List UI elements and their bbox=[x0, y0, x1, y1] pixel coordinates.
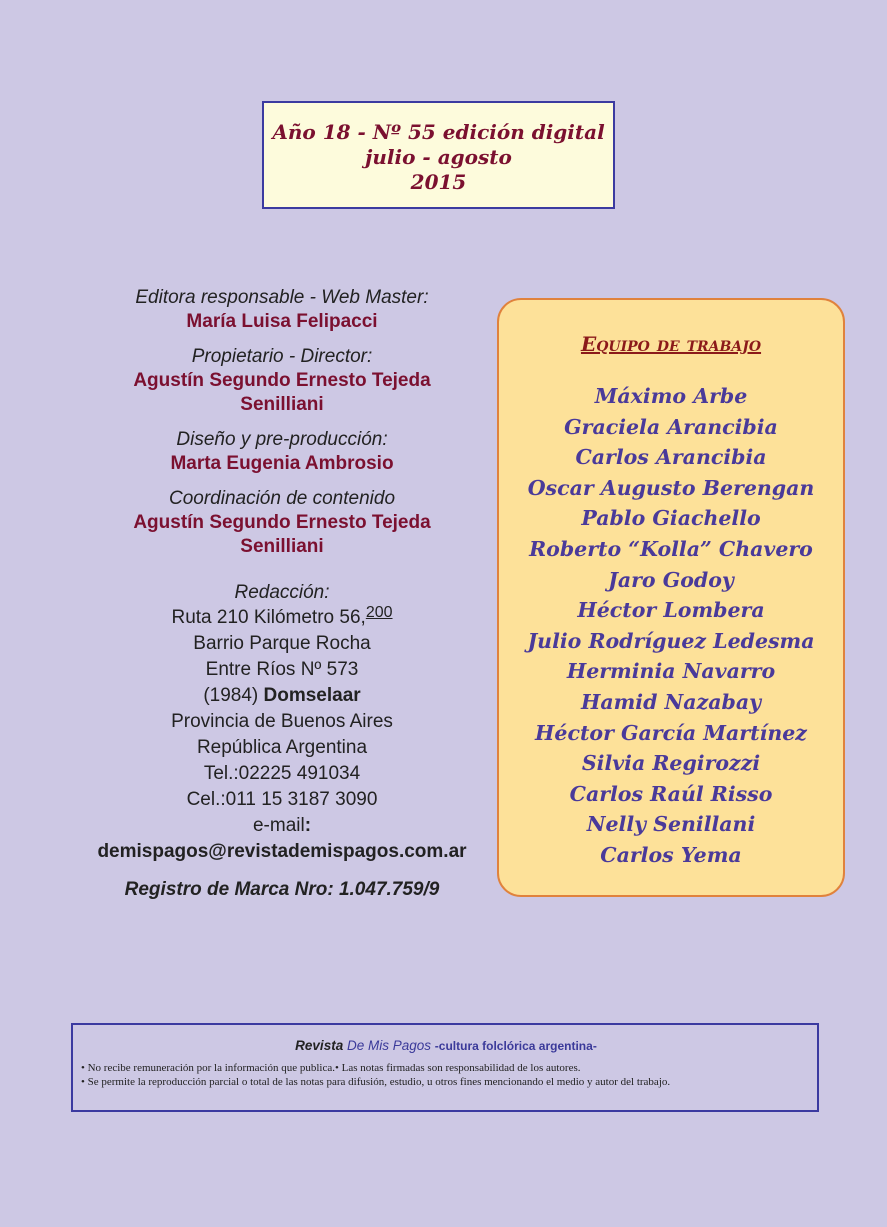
design-block bbox=[58, 428, 506, 476]
address-km-sup: 200 bbox=[365, 604, 393, 621]
owner-block bbox=[58, 345, 506, 417]
footer-box bbox=[71, 1023, 819, 1112]
edition-months: julio - agosto bbox=[365, 145, 512, 169]
cellphone: Cel.:011 15 3187 3090 bbox=[186, 789, 378, 810]
team-member: Oscar Augusto Berengan bbox=[527, 475, 815, 500]
coordination-name: Agustín Segundo Ernesto Tejeda bbox=[133, 512, 431, 533]
telephone: Tel.:02225 491034 bbox=[203, 763, 361, 784]
address-block bbox=[58, 605, 506, 839]
email-label: e-mail: bbox=[252, 815, 312, 836]
editor-name: María Luisa Felipacci bbox=[186, 311, 378, 332]
team-member: Julio Rodríguez Ledesma bbox=[527, 628, 815, 653]
footer-magazine-name: De Mis Pagos bbox=[346, 1038, 432, 1053]
team-member: Carlos Raúl Risso bbox=[569, 781, 773, 806]
team-list bbox=[499, 381, 843, 871]
team-member: Jaro Godoy bbox=[608, 567, 734, 592]
team-member: Carlos Yema bbox=[600, 842, 742, 867]
footer-title bbox=[81, 1038, 811, 1053]
address-neighborhood: Barrio Parque Rocha bbox=[193, 633, 371, 654]
edition-year: 2015 bbox=[410, 170, 467, 194]
edition-number: Año 18 - Nº 55 edición digital bbox=[272, 120, 605, 144]
footer-note-1: • No recibe remuneración por la información que publica.• Las notas firmadas son responsabilidad de los autores. bbox=[81, 1062, 581, 1074]
credits-column bbox=[58, 286, 506, 901]
team-title: Equipo de trabajo bbox=[580, 332, 762, 356]
coordination-block bbox=[58, 487, 506, 559]
team-member: Nelly Senillani bbox=[586, 812, 756, 837]
editor-block bbox=[58, 286, 506, 334]
team-member: Máximo Arbe bbox=[594, 384, 748, 408]
trademark-registry: Registro de Marca Nro: 1.047.759/9 bbox=[124, 879, 440, 900]
team-member: Silvia Regirozzi bbox=[581, 751, 761, 776]
address-country: República Argentina bbox=[196, 737, 368, 758]
team-box bbox=[497, 298, 845, 897]
team-member: Graciela Arancibia bbox=[564, 414, 778, 439]
footer-note-2: • Se permite la reproducción parcial o total de las notas para difusión, estudio, u otros fines mencionando el medio y autor del trabajo. bbox=[81, 1076, 671, 1088]
design-role: Diseño y pre-producción: bbox=[176, 429, 388, 450]
team-member: Herminia Navarro bbox=[566, 659, 776, 684]
edition-box bbox=[262, 101, 615, 209]
team-member: Roberto “Kolla” Chavero bbox=[529, 536, 813, 561]
editor-role: Editora responsable - Web Master: bbox=[135, 287, 429, 308]
team-member: Héctor García Martínez bbox=[535, 720, 807, 745]
team-member: Héctor Lombera bbox=[577, 598, 765, 623]
footer-subtitle: -cultura folclórica argentina- bbox=[434, 1039, 597, 1053]
address-street: Ruta 210 Kilómetro 56,$^{200}$ bbox=[171, 604, 393, 628]
team-member: Carlos Arancibia bbox=[575, 445, 767, 470]
owner-role: Propietario - Director: bbox=[191, 346, 373, 367]
coordination-name-cont: Senilliani bbox=[240, 536, 324, 557]
team-member: Hamid Nazabay bbox=[580, 689, 762, 714]
address-number: Entre Ríos Nº 573 bbox=[205, 659, 359, 680]
owner-name-cont: Senilliani bbox=[240, 394, 324, 415]
address-province: Provincia de Buenos Aires bbox=[171, 711, 393, 732]
footer-revista: Revista bbox=[295, 1038, 344, 1053]
email-link[interactable]: demispagos@revistademispagos.com.ar bbox=[97, 841, 467, 862]
redaccion-label: Redacción: bbox=[234, 582, 330, 603]
coordination-role: Coordinación de contenido bbox=[168, 488, 396, 509]
design-name: Marta Eugenia Ambrosio bbox=[170, 453, 394, 474]
address-city: (1984) Domselaar bbox=[203, 685, 361, 706]
team-member: Pablo Giachello bbox=[581, 506, 761, 531]
owner-name: Agustín Segundo Ernesto Tejeda bbox=[133, 370, 431, 391]
